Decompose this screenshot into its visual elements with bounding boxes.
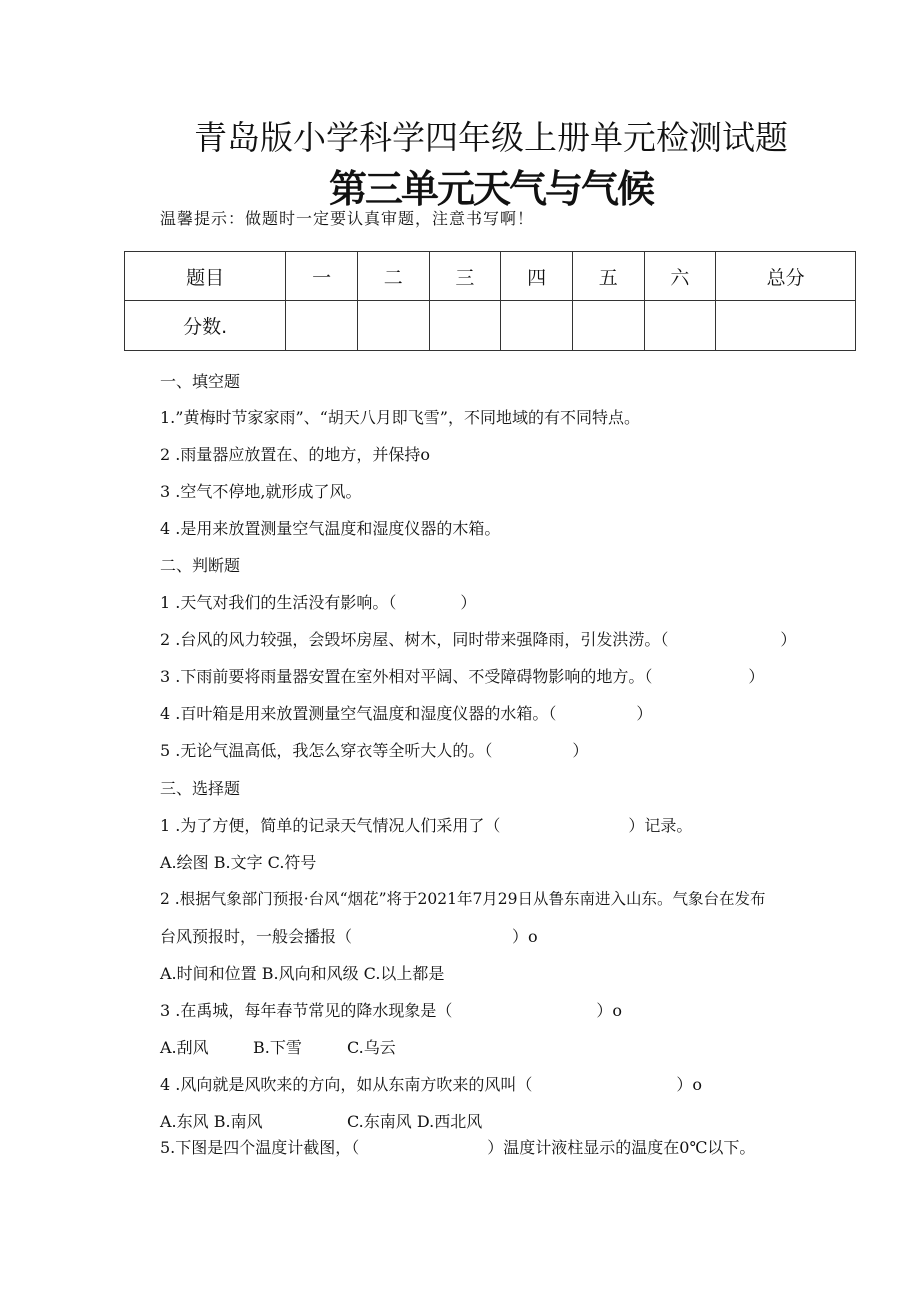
score-cell [572,301,644,351]
score-table [124,251,856,351]
section-true-false-heading: 二、判断题 [160,556,241,575]
score-table-score-row [125,301,856,351]
choice-question: 3 .在禹城，每年春节常见的降水现象是（ ）o [160,1001,622,1020]
fill-blank-question: 2 .雨量器应放置在、的地方，并保持o [160,445,430,464]
true-false-question: 5 .无论气温高低，我怎么穿衣等全听大人的。（ ） [160,741,589,760]
choice-question: 5.下图是四个温度计截图，（ ）温度计液柱显示的温度在0℃以下。 [160,1138,756,1157]
unit-subtitle: 第三单元天气与气候 [328,167,653,211]
score-header-cell: 一 [286,252,358,301]
fill-blank-question: 3 .空气不停地,就形成了风。 [160,482,362,501]
choice-option-c: C.乌云 [347,1038,396,1057]
score-cell [286,301,358,351]
true-false-question: 1 .天气对我们的生活没有影响。（ ） [160,593,477,612]
choice-question-continued: 台风预报时，一般会播报（ ）o [160,927,538,946]
score-header-cell: 四 [501,252,573,301]
score-header-cell: 二 [357,252,429,301]
section-multiple-choice-heading: 三、选择题 [160,779,241,798]
true-false-question: 2 .台风的风力较强，会毁坏房屋、树木，同时带来强降雨，引发洪涝。（ ） [160,630,797,649]
score-cell [357,301,429,351]
choice-question: 4 .风向就是风吹来的方向，如从东南方吹来的风叫（ ）o [160,1075,702,1094]
score-row-label: 分数. [125,301,286,351]
choice-options: A.绘图 B.文字 C.符号 [160,853,317,872]
choice-question: 1 .为了方便，简单的记录天气情况人们采用了（ ）记录。 [160,816,693,835]
choice-question: 2 .根据气象部门预报·台风“烟花”将于2021年7月29日从鲁东南进入山东。气象台在发布 [160,890,766,908]
choice-options: A.时间和位置 B.风向和风级 C.以上都是 [160,964,445,983]
choice-options: C.东南风 D.西北风 [347,1112,483,1131]
true-false-question: 3 .下雨前要将雨量器安置在室外相对平阔、不受障碍物影响的地方。（ ） [160,667,765,686]
score-header-cell: 题目 [125,252,286,301]
score-cell [644,301,716,351]
choice-options: A.东风 B.南风 [160,1112,263,1131]
score-cell [429,301,501,351]
score-header-cell: 六 [644,252,716,301]
fill-blank-question: 4 .是用来放置测量空气温度和湿度仪器的木箱。 [160,519,501,538]
score-header-cell: 三 [429,252,501,301]
score-cell [501,301,573,351]
score-table-header-row [125,252,856,301]
score-cell [716,301,856,351]
choice-option-a: A.刮风 [160,1038,209,1057]
tip-text: 温馨提示：做题时一定要认真审题，注意书写啊！ [160,209,535,228]
score-header-cell: 五 [572,252,644,301]
exam-title: 青岛版小学科学四年级上册单元检测试题 [194,118,788,157]
fill-blank-question: 1.”黄梅时节家家雨”、“胡天八月即飞雪”，不同地域的有不同特点。 [160,408,640,427]
true-false-question: 4 .百叶箱是用来放置测量空气温度和湿度仪器的水箱。（ ） [160,704,653,723]
section-fill-blank-heading: 一、填空题 [160,372,241,391]
choice-option-b: B.下雪 [253,1038,302,1057]
score-header-cell: 总分 [716,252,856,301]
